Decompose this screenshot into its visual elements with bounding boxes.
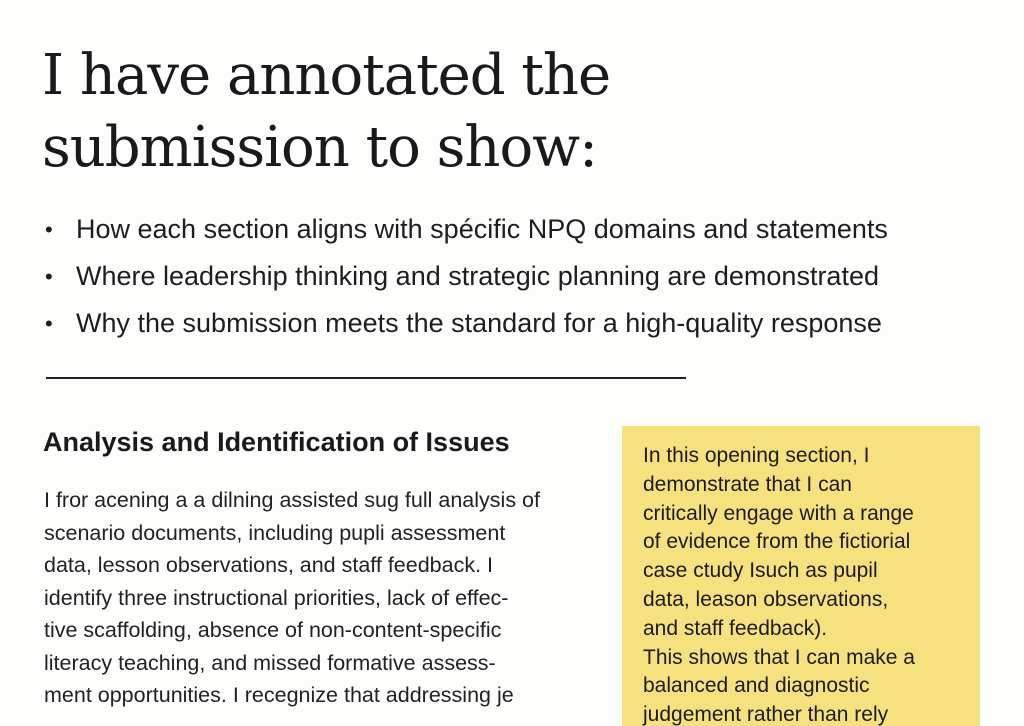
note-line: In this opening section, I: [643, 444, 870, 467]
body-line: identify three instructional priorities, lack of effec-: [44, 585, 509, 610]
note-line: demonstrate that I can: [643, 472, 852, 496]
list-item-text: How each section aligns with spécific NPQ domains and statements: [76, 214, 888, 244]
note-line: critically engage with a range: [643, 501, 914, 525]
note-line: of evidence from the fictiorial: [643, 530, 911, 554]
list-item-text: Where leadership thinking and strategic planning are demonstrated: [76, 261, 879, 291]
annotation-purpose-list: [44, 206, 1004, 347]
section-heading: Analysis and Identification of Issues: [43, 427, 510, 457]
annotation-note-box: [622, 426, 980, 726]
page-title: [42, 40, 942, 184]
body-line: tive scaffolding, absence of non-content-specific: [44, 618, 502, 642]
list-item: [44, 206, 1004, 253]
list-item: [44, 300, 1004, 347]
note-line: and staff feedback).: [643, 616, 828, 640]
bullet-icon: •: [45, 217, 53, 242]
annotation-note-text: [643, 442, 915, 726]
note-line: judgement rather than rely: [643, 703, 889, 726]
body-line: ment opportunities. I recegnize that addressing je: [44, 683, 514, 707]
note-line: data, leason observations,: [643, 587, 889, 611]
body-line: data, lesson observations, and staff feedback. I: [44, 553, 494, 577]
section-body-text: [44, 484, 604, 712]
page-title-line-1: I have annotated the: [42, 43, 611, 108]
body-line: scenario documents, including pupli assessment: [44, 520, 506, 545]
page-title-line-2: submission to show:: [42, 115, 597, 180]
body-line: I fror acening a a dilning assisted sug full analysis of: [44, 488, 540, 512]
bullet-icon: •: [45, 264, 53, 289]
note-line: This shows that I can make a: [643, 645, 915, 669]
list-item-text: Why the submission meets the standard for a high-quality response: [76, 308, 882, 338]
list-item: [44, 253, 1004, 300]
horizontal-divider: [46, 377, 686, 379]
note-line: case ctudy Isuch as pupil: [643, 559, 878, 583]
note-line: balanced and diagnostic: [643, 674, 870, 698]
body-line: literacy teaching, and missed formative assess-: [44, 650, 496, 675]
bullet-icon: •: [45, 311, 53, 336]
